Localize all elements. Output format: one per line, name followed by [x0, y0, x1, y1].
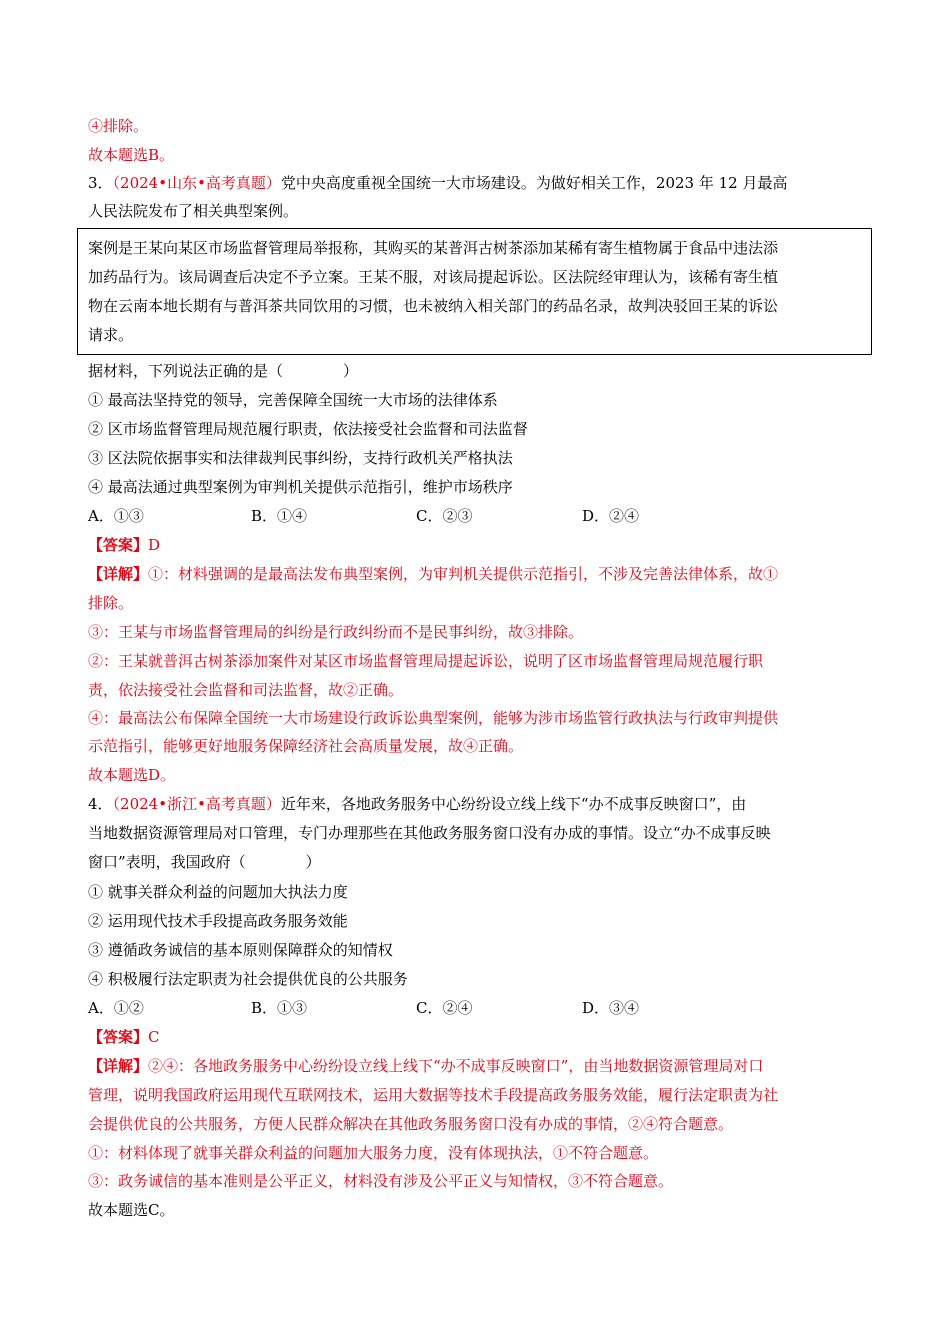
q3-choice-a: A．①③ [88, 507, 144, 525]
q3-number: 3． [88, 174, 113, 192]
q3-answer [88, 535, 868, 555]
q3-stem-line2: 人民法院发布了相关典型案例。 [88, 202, 299, 220]
q3-material-line: 加药品行为。该局调查后决定不予立案。王某不服，对该局提起诉讼。区法院经审理认为，该稀有寄生植 [88, 268, 779, 286]
q3-option: ③ 区法院依据事实和法律裁判民事纠纷，支持行政机关严格执法 [88, 449, 513, 467]
q4-detail-line: ①：材料体现了就事关群众利益的问题加大服务力度，没有体现执法，①不符合题意。 [88, 1144, 659, 1162]
q3-detail-line: ③：王某与市场监督管理局的纠纷是行政纠纷而不是民事纠纷，故③排除。 [88, 623, 584, 641]
q4-detail-line: ③：政务诚信的基本准则是公平正义，材料没有涉及公平正义与知情权，③不符合题意。 [88, 1172, 674, 1190]
q4-answer-value: C [148, 1028, 160, 1046]
q3-option: ④ 最高法通过典型案例为审判机关提供示范指引，维护市场秩序 [88, 478, 513, 496]
q4-stem-line3: 窗口”表明，我国政府（ ） [88, 853, 321, 871]
q3-detail-line: 责，依法接受社会监督和司法监督，故②正确。 [88, 681, 404, 699]
q3-detail-label: 【详解】 [88, 565, 149, 583]
q4-answer-label: 【答案】 [88, 1028, 149, 1046]
q4-stem-line2: 当地数据资源管理局对口管理，专门办理那些在其他政务服务窗口没有办成的事情。设立“办不成事反映 [88, 824, 771, 842]
q3-detail-line: ②：王某就普洱古树茶添加案件对某区市场监督管理局提起诉讼，说明了区市场监督管理局规范履行职 [88, 652, 764, 670]
q4-detail-label: 【详解】 [88, 1057, 149, 1075]
q4-option: ② 运用现代技术手段提高政务服务效能 [88, 912, 348, 930]
q4-choice-c: C．②④ [416, 999, 473, 1017]
q4-detail-line: 会提供优良的公共服务，方便人民群众解决在其他政务服务窗口没有办成的事情，②④符合题意。 [88, 1115, 734, 1133]
q3-question: 据材料，下列说法正确的是（ ） [88, 362, 359, 380]
q4-stem-text: 近年来，各地政务服务中心纷纷设立线上线下“办不成事反映窗口”，由 [280, 795, 747, 813]
q3-detail-line: 排除。 [88, 594, 134, 612]
q2-conclusion: 故本题选B。 [88, 146, 175, 164]
q3-detail-text: ①：材料强调的是最高法发布典型案例，为审判机关提供示范指引，不涉及完善法律体系，故① [148, 565, 779, 583]
q4-number: 4． [88, 795, 113, 813]
q4-stem-line1 [88, 794, 868, 814]
q3-detail-line: 示范指引，能够更好地服务保障经济社会高质量发展，故④正确。 [88, 737, 524, 755]
q4-option: ① 就事关群众利益的问题加大执法力度 [88, 883, 348, 901]
q3-choice-c: C．②③ [416, 507, 473, 525]
q4-option: ④ 积极履行法定职责为社会提供优良的公共服务 [88, 970, 408, 988]
q3-choice-b: B．①④ [251, 507, 308, 525]
q3-choice-d: D．②④ [582, 507, 640, 525]
q4-detail-line: 管理，说明我国政府运用现代互联网技术，运用大数据等技术手段提高政务服务效能，履行法定职责为社 [88, 1086, 779, 1104]
q3-material-line: 请求。 [88, 326, 134, 344]
q3-conclusion: 故本题选D。 [88, 766, 176, 784]
q3-detail-line [88, 564, 868, 584]
q3-stem-line1 [88, 173, 868, 193]
q4-choice-d: D．③④ [582, 999, 640, 1017]
q3-source: （2024•山东•高考真题） [112, 174, 281, 192]
q2-excluded-line: ④排除。 [88, 117, 149, 135]
q4-choice-b: B．①③ [251, 999, 308, 1017]
q4-option: ③ 遵循政务诚信的基本原则保障群众的知情权 [88, 941, 393, 959]
q3-stem-text: 党中央高度重视全国统一大市场建设。为做好相关工作，2023 年 12 月最高 [280, 174, 788, 192]
q3-detail-line: ④：最高法公布保障全国统一大市场建设行政诉讼典型案例，能够为涉市场监管行政执法与行政审判提供 [88, 709, 779, 727]
q4-source: （2024•浙江•高考真题） [112, 795, 281, 813]
q3-answer-label: 【答案】 [88, 536, 149, 554]
q4-detail-line [88, 1056, 868, 1076]
q3-material-line: 物在云南本地长期有与普洱茶共同饮用的习惯，也未被纳入相关部门的药品名录，故判决驳回王某的诉讼 [88, 297, 779, 315]
q3-answer-value: D [148, 536, 161, 554]
q3-material-line: 案例是王某向某区市场监督管理局举报称，其购买的某普洱古树茶添加某稀有寄生植物属于食品中违法添 [88, 239, 779, 257]
q3-option: ① 最高法坚持党的领导，完善保障全国统一大市场的法律体系 [88, 391, 498, 409]
q4-choice-a: A．①② [88, 999, 144, 1017]
q4-conclusion: 故本题选C。 [88, 1201, 175, 1219]
q4-detail-text: ②④：各地政务服务中心纷纷设立线上线下“办不成事反映窗口”，由当地数据资源管理局对口 [148, 1057, 764, 1075]
q3-option: ② 区市场监督管理局规范履行职责，依法接受社会监督和司法监督 [88, 420, 528, 438]
q4-answer [88, 1027, 868, 1047]
